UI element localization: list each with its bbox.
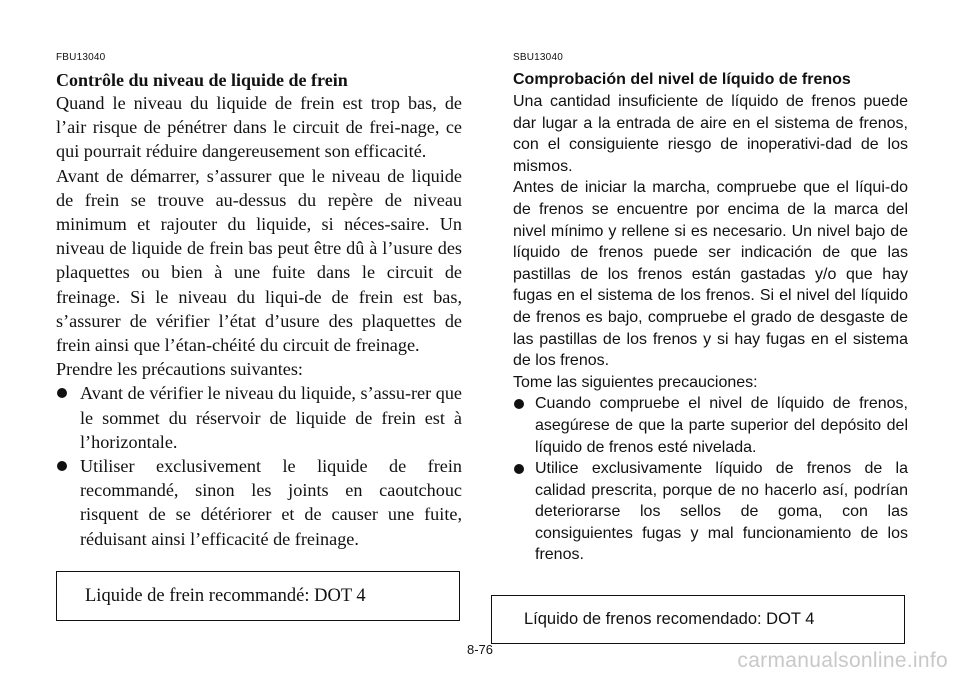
section-title: Contrôle du niveau de liquide de frein	[56, 70, 348, 90]
paragraph-intro: Quand le niveau du liquide de frein est trop bas, de l’air risque de pénétrer dans le circuit de frei-nage, ce qui pourrait réduire dangereusement son efficacité.	[56, 93, 462, 162]
section-code: SBU13040	[513, 52, 563, 63]
section-title: Comprobación del nivel de líquido de frenos	[513, 71, 851, 88]
spanish-column	[513, 52, 908, 566]
bullet-icon	[514, 399, 524, 409]
recommended-fluid-box	[56, 571, 460, 621]
precautions-list	[56, 381, 462, 550]
bullet-icon	[514, 464, 524, 474]
paragraph-intro: Una cantidad insuficiente de líquido de frenos puede dar lugar a la entrada de aire en el sistema de frenos, con el consiguiente riesgo de inoperativi-dad de los mismos.	[513, 93, 908, 175]
paragraph-precautions: Prendre les précautions suivantes:	[56, 359, 303, 380]
list-item	[56, 454, 462, 551]
section-code: FBU13040	[56, 52, 106, 63]
recommended-fluid-box	[491, 595, 905, 644]
recommended-fluid-text: Liquide de frein recommandé: DOT 4	[85, 585, 366, 606]
bullet-icon	[57, 388, 67, 398]
page-number: 8-76	[466, 642, 494, 657]
paragraph-precautions: Tome las siguientes precauciones:	[513, 373, 758, 391]
list-item-text: Utiliser exclusivement le liquide de frein recommandé, sinon les joints en caoutchouc risquent de se détériorer et de causer une fuite, réduisant ainsi l’efficacité de freinage.	[80, 456, 462, 549]
recommended-fluid-text: Líquido de frenos recomendado: DOT 4	[524, 610, 815, 628]
french-column	[56, 52, 462, 551]
paragraph-check: Avant de démarrer, s’assurer que le niveau de liquide de frein se trouve au-dessus du repère de niveau minimum et rajouter du liquide, si néces-saire. Un niveau de liquide de frein bas peut être dû à l’usure des plaquettes ou bien à une fuite dans le circuit de freinage. Si le niveau du liqui-de de frein est bas, s’assurer de vérifier l’état d’usure des plaquettes de frein ainsi que l’étan-chéité du circuit de freinage.	[56, 165, 462, 356]
list-item-text: Avant de vérifier le niveau du liquide, s’assu-rer que le sommet du réservoir de liquide de frein est à l’horizontale.	[80, 383, 462, 452]
precautions-list	[513, 393, 908, 566]
list-item-text: Cuando compruebe el nivel de líquido de frenos, asegúrese de que la parte superior del depósito del líquido de frenos esté nivelada.	[535, 395, 908, 456]
list-item-text: Utilice exclusivamente líquido de frenos de la calidad prescrita, porque de no hacerlo así, podrían deteriorarse los sellos de goma, con las consiguientes fugas y mal funcionamiento de los frenos.	[535, 460, 908, 564]
list-item	[56, 381, 462, 454]
bullet-icon	[57, 461, 67, 471]
watermark: carmanualsonline.info	[737, 649, 948, 672]
paragraph-check: Antes de iniciar la marcha, compruebe que el líqui-do de frenos se encuentre por encima de la marca del nivel mínimo y rellene si es necesario. Un nivel bajo de líquido de frenos puede ser indicación de que las pastillas de los frenos están gastadas y/o que hay fugas en el sistema de los frenos. Si el nivel del líquido de frenos es bajo, compruebe el grado de desgaste de las pastillas de los frenos y si hay fugas en el sistema de los frenos.	[513, 179, 908, 370]
list-item	[513, 393, 908, 458]
list-item	[513, 458, 908, 566]
